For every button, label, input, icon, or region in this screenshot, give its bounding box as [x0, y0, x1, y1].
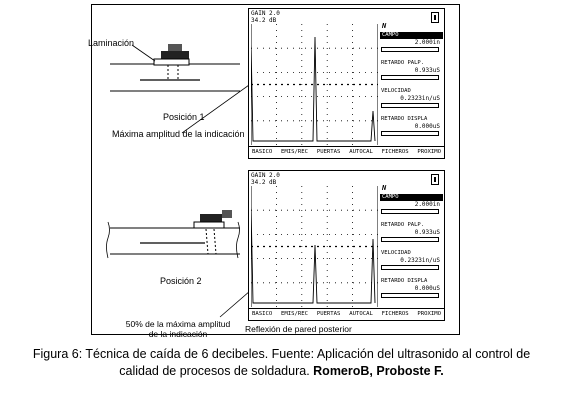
caption-line-2: calidad de procesos de soldadura. RomeroB, Proboste F. [119, 364, 444, 378]
menu-autocal[interactable]: AUTOCAL [349, 149, 373, 155]
param-velocidad[interactable]: VELOCIDAD 0.2323in/uS [380, 250, 443, 273]
menu-proximo[interactable]: PROXIMO [417, 149, 441, 155]
parameter-panel [380, 184, 443, 307]
back-wall-label: Reflexión de pared posterior [245, 324, 352, 334]
param-retardo-palp[interactable]: RETARDO PALP. 0.933uS [380, 222, 443, 245]
flaw-detector-screen-2 [248, 170, 445, 321]
menu-emis-rec[interactable]: EMIS/REC [281, 311, 308, 317]
param-campo[interactable]: CAMPO 2.000in [380, 194, 443, 217]
echo-trace [251, 204, 375, 303]
param-retardo-displa[interactable]: RETARDO DISPLA 0.000uS [380, 116, 443, 139]
mode-icon: N [382, 22, 387, 30]
menu-ficheros[interactable]: FICHEROS [381, 311, 409, 317]
half-amplitude-label: 50% de la máxima amplitud de la indicación [125, 319, 231, 339]
menu-basico[interactable]: BASICO [252, 311, 273, 317]
a-scan-plot [251, 186, 378, 307]
menu-proximo[interactable]: PROXIMO [417, 311, 441, 317]
probe-shoe-1 [154, 59, 189, 65]
position1-label: Posición 1 [163, 112, 205, 122]
menu-basico[interactable]: BASICO [252, 149, 273, 155]
caption-line-1: Figura 6: Técnica de caída de 6 decibeles. Fuente: Aplicación del ultrasonido al control de [32, 347, 531, 361]
param-retardo-palp[interactable]: RETARDO PALP. 0.933uS [380, 60, 443, 83]
softkey-menu [249, 146, 444, 158]
mode-icon: N [382, 184, 387, 192]
param-velocidad[interactable]: VELOCIDAD 0.2323in/uS [380, 88, 443, 111]
probe-connector-2 [222, 210, 232, 218]
softkey-menu [249, 308, 444, 320]
probe-connector-1 [168, 44, 182, 51]
gain-readout: GAIN 2.0 34.2 dB [251, 172, 280, 186]
menu-ficheros[interactable]: FICHEROS [381, 149, 409, 155]
lamination-label: Laminación [88, 38, 135, 48]
max-amplitude-label: Máxima amplitud de la indicación [112, 129, 245, 139]
menu-puertas[interactable]: PUERTAS [316, 311, 341, 317]
flaw-detector-screen-1 [248, 8, 445, 159]
parameter-panel [380, 22, 443, 145]
position2-label: Posición 2 [160, 276, 202, 286]
menu-autocal[interactable]: AUTOCAL [349, 311, 373, 317]
echo-trace [251, 37, 375, 141]
figure-caption [0, 346, 563, 380]
menu-puertas[interactable]: PUERTAS [316, 149, 341, 155]
param-retardo-displa[interactable]: RETARDO DISPLA 0.000uS [380, 278, 443, 301]
param-campo[interactable]: CAMPO 2.000in [380, 32, 443, 55]
a-scan-plot [251, 24, 378, 145]
menu-emis-rec[interactable]: EMIS/REC [281, 149, 308, 155]
probe-shoe-2 [194, 222, 224, 228]
gain-readout: GAIN 2.0 34.2 dB [251, 10, 280, 24]
